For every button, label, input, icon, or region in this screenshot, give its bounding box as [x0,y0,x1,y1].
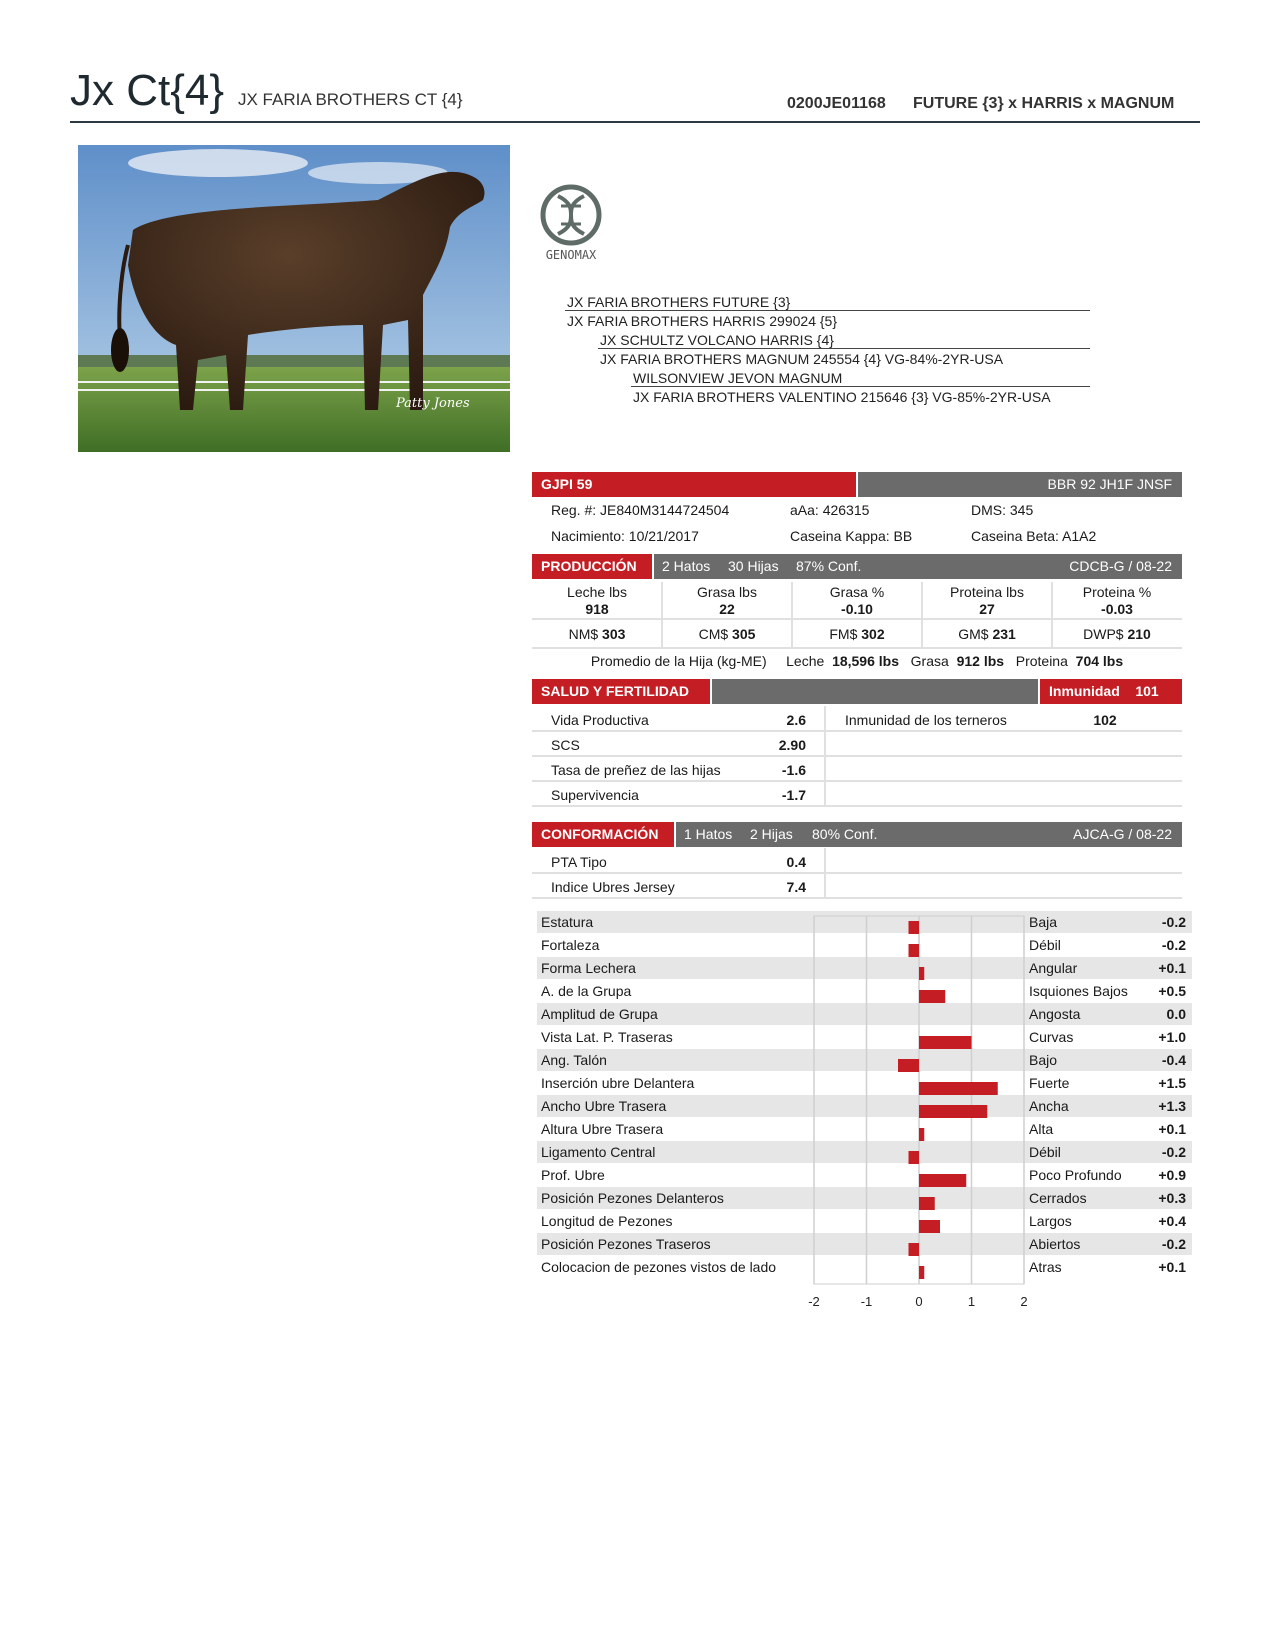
trait-name: Vista Lat. P. Traseras [541,1029,673,1045]
trait-value: +0.1 [1158,960,1186,976]
chart-tick-label: -1 [860,1294,873,1309]
dms-code: DMS: 345 [971,502,1034,518]
production-col-value: 27 [979,601,995,617]
reg-number: Reg. #: JE840M3144724504 [551,502,730,518]
divider [661,582,663,648]
trait-descriptor: Fuerte [1029,1075,1070,1091]
linear-traits-chart [808,916,1028,1309]
index-cell [662,626,792,642]
trait-descriptor: Curvas [1029,1029,1074,1045]
salud-row-value: 2.90 [778,737,806,753]
index-label: DWP$ [1083,626,1124,642]
chart-bar [919,990,945,1003]
trait-name: Inserción ubre Delantera [541,1075,695,1091]
trait-name: Forma Lechera [541,960,636,976]
trait-descriptor: Débil [1029,1144,1061,1160]
chart-tick-label: -2 [808,1294,820,1309]
pedigree-sire: JX FARIA BROTHERS FUTURE {3} [567,294,791,310]
conformacion-hijas: 2 Hijas [750,826,793,842]
trait-name: Amplitud de Grupa [541,1006,658,1022]
index-cell [1052,626,1182,642]
photo-signature: Patty Jones [396,396,470,411]
birth-date: Nacimiento: 10/21/2017 [551,528,699,544]
trait-name: Ang. Talón [541,1052,607,1068]
divider [532,780,1182,782]
gjpi-label: GJPI 59 [532,472,856,497]
conformacion-label: CONFORMACIÓN [532,822,674,847]
chart-tick-label: 0 [915,1294,923,1309]
salud-row-label: Supervivencia [551,787,639,803]
conformacion-hatos: 1 Hatos [684,826,733,842]
divider [1051,582,1053,648]
trait-value: 0.0 [1166,1006,1186,1022]
trait-descriptor: Abiertos [1029,1236,1081,1252]
production-col-value: 22 [719,601,735,617]
pedigree-line [565,310,1090,311]
salud-filler [712,679,1038,704]
produccion-conf: 87% Conf. [796,558,862,574]
produccion-info [654,554,1182,579]
divider [532,872,1182,874]
pedigree-ddam-dam: JX FARIA BROTHERS VALENTINO 215646 {3} VG-85%-2YR-USA [633,389,1051,405]
divider [824,706,826,806]
kappa-casein: Caseina Kappa: BB [790,528,913,544]
chart-bar [898,1059,919,1072]
trait-name: Ancho Ubre Trasera [541,1098,667,1114]
conf-row-label: PTA Tipo [551,854,607,870]
salud-bar [532,679,1182,704]
chart-bar [919,1266,924,1279]
trait-name: Posición Pezones Delanteros [541,1190,724,1206]
inmunidad-value: 101 [1135,683,1159,699]
production-col-value: -0.10 [841,601,873,617]
gjpi-right: BBR 92 JH1F JNSF [858,472,1182,497]
aaa-code: aAa: 426315 [790,502,870,518]
chart-bar [909,1151,920,1164]
trait-name: Longitud de Pezones [541,1213,673,1229]
production-col-label: Grasa lbs [697,584,757,600]
trait-value: +1.0 [1158,1029,1186,1045]
salud-label: SALUD Y FERTILIDAD [532,679,710,704]
index-cell [532,626,662,642]
conformacion-info [676,822,1182,847]
production-col-label: Grasa % [829,584,885,600]
production-col-label: Leche lbs [567,584,627,600]
chart-bar [909,1243,920,1256]
stud-code: 0200JE01168 [787,95,886,112]
divider [824,848,826,898]
trait-value: +0.9 [1158,1167,1186,1183]
chart-bar [909,944,920,957]
divider [532,647,1182,649]
production-col-label: Proteina % [1082,584,1152,600]
produccion-source: CDCB-G / 08-22 [1069,558,1172,574]
calf-immunity-value: 102 [1093,712,1117,728]
index-value: 210 [1127,626,1151,642]
index-value: 305 [732,626,756,642]
trait-value: +1.3 [1158,1098,1186,1114]
pedigree-summary: FUTURE {3} x HARRIS x MAGNUM [913,95,1175,112]
salud-row-value: -1.6 [781,762,806,778]
trait-value: +0.1 [1158,1259,1186,1275]
daughter-average [532,653,1182,669]
trait-name: Prof. Ubre [541,1167,605,1183]
animal-photo [78,145,510,452]
pedigree-ddam-sire: WILSONVIEW JEVON MAGNUM [633,370,843,386]
chart-bar [919,1197,935,1210]
pedigree-line [598,348,1090,349]
animal-short-name: Jx Ct{4} [70,66,225,115]
trait-name: Posición Pezones Traseros [541,1236,711,1252]
index-cell [922,626,1052,642]
index-label: NM$ [568,626,599,642]
divider [532,755,1182,757]
pedigree-dam: JX FARIA BROTHERS HARRIS 299024 {5} [567,313,838,329]
index-label: CM$ [698,626,729,642]
conf-row-value: 0.4 [786,854,806,870]
trait-value: +0.1 [1158,1121,1186,1137]
produccion-hatos: 2 Hatos [662,558,711,574]
trait-value: -0.2 [1161,1144,1186,1160]
trait-descriptor: Bajo [1029,1052,1058,1068]
chart-bar [919,1105,987,1118]
chart-bar [919,1036,972,1049]
trait-descriptor: Alta [1029,1121,1054,1137]
trait-value: +0.5 [1158,983,1186,999]
genomax-logo-text: GENOMAX [545,248,597,262]
header-divider [70,121,1200,123]
index-value: 303 [602,626,626,642]
trait-value: -0.2 [1161,1236,1186,1252]
index-value: 302 [861,626,885,642]
trait-descriptor: Angosta [1029,1006,1081,1022]
trait-value: +0.4 [1158,1213,1186,1229]
trait-name: Ligamento Central [541,1144,656,1160]
conformacion-source: AJCA-G / 08-22 [1073,826,1172,842]
promedio-leche: 18,596 lbs [832,653,899,669]
trait-name: Estatura [541,914,594,930]
chart-bar [919,1082,998,1095]
promedio-leche-label: Leche [786,653,825,669]
trait-descriptor: Poco Profundo [1029,1167,1122,1183]
salud-row-value: -1.7 [781,787,806,803]
salud-row-label: Vida Productiva [551,712,649,728]
trait-descriptor: Atras [1029,1259,1062,1275]
trait-descriptor: Isquiones Bajos [1029,983,1128,999]
pedigree-line [631,386,1090,387]
trait-descriptor: Débil [1029,937,1061,953]
produccion-hijas: 30 Hijas [728,558,779,574]
trait-value: -0.2 [1161,937,1186,953]
divider [921,582,923,648]
trait-name: Fortaleza [541,937,600,953]
index-label: FM$ [829,626,858,642]
promedio-proteina: 704 lbs [1075,653,1124,669]
trait-value: -0.4 [1161,1052,1186,1068]
divider [532,730,1182,732]
chart-bar [919,1220,940,1233]
calf-immunity-label: Inmunidad de los terneros [845,712,1007,728]
divider [532,805,1182,807]
promedio-label: Promedio de la Hija (kg-ME) [590,653,767,669]
pedigree-dam-dam: JX FARIA BROTHERS MAGNUM 245554 {4} VG-84%-2YR-USA [600,351,1004,367]
salud-row-value: 2.6 [786,712,806,728]
production-col-value: -0.03 [1101,601,1133,617]
promedio-grasa: 912 lbs [956,653,1005,669]
gjpi-bar [532,472,1182,497]
trait-value: +0.3 [1158,1190,1186,1206]
conformacion-conf: 80% Conf. [812,826,878,842]
trait-descriptor: Angular [1029,960,1078,976]
trait-value: -0.2 [1161,914,1186,930]
chart-bar [919,1174,966,1187]
produccion-bar [532,554,1182,579]
trait-name: A. de la Grupa [541,983,632,999]
chart-bar [919,967,924,980]
trait-descriptor: Baja [1029,914,1058,930]
conformacion-bar [532,822,1182,847]
salud-row-label: Tasa de preñez de las hijas [551,762,721,778]
divider [532,897,1182,899]
trait-value: +1.5 [1158,1075,1186,1091]
trait-name: Altura Ubre Trasera [541,1121,664,1137]
trait-descriptor: Ancha [1029,1098,1069,1114]
divider [791,582,793,648]
index-cell [792,626,922,642]
index-label: GM$ [958,626,989,642]
trait-descriptor: Largos [1029,1213,1072,1229]
divider [532,618,1182,620]
inmunidad-label: Inmunidad [1049,683,1120,699]
conf-row-label: Indice Ubres Jersey [551,879,675,895]
trait-descriptor: Cerrados [1029,1190,1087,1206]
conf-row-value: 7.4 [786,879,806,895]
animal-full-name: JX FARIA BROTHERS CT {4} [238,90,463,109]
inmunidad-badge [1040,679,1182,704]
pedigree-dam-sire: JX SCHULTZ VOLCANO HARRIS {4} [600,332,834,348]
chart-tick-label: 2 [1020,1294,1028,1309]
promedio-grasa-label: Grasa [910,653,949,669]
beta-casein: Caseina Beta: A1A2 [971,528,1097,544]
promedio-proteina-label: Proteina [1015,653,1068,669]
salud-row-label: SCS [551,737,580,753]
chart-bar [909,921,920,934]
trait-name: Colocacion de pezones vistos de lado [541,1259,777,1275]
chart-tick-label: 1 [967,1294,976,1309]
chart-bar [919,1128,924,1141]
production-col-label: Proteina lbs [950,584,1024,600]
produccion-label: PRODUCCIÓN [532,554,652,579]
index-value: 231 [992,626,1016,642]
production-col-value: 918 [585,601,609,617]
